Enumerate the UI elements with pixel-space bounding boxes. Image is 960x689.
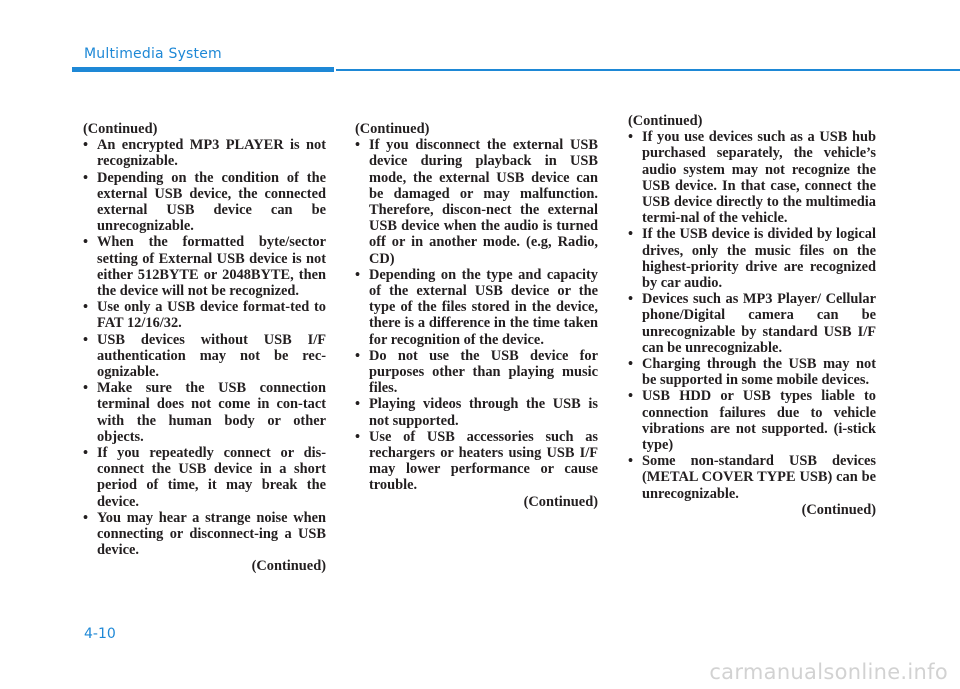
bullet-icon: • [83,169,89,186]
bullet-list [628,129,876,502]
list-item: • Playing videos through the USB is not supported. [355,396,598,429]
bullet-icon: • [628,453,634,470]
bullet-icon: • [83,137,89,154]
bullet-icon: • [355,137,361,154]
bullet-icon: • [355,347,361,364]
bullet-icon: • [355,428,361,445]
continued-footer: (Continued) [251,558,326,575]
header-title: Multimedia System [84,46,222,62]
bullet-icon: • [83,380,89,397]
bullet-icon: • [83,445,89,462]
continued-footer: (Continued) [523,493,598,510]
list-item: • Use only a USB device format-ted to FAT 12/16/32. [83,299,326,332]
bullet-icon: • [83,509,89,526]
list-item: • Some non-standard USB devices (METAL COVER TYPE USB) can be unrecognizable. [628,453,876,502]
list-item: • USB devices without USB I/F authentication may not be rec-ognizable. [83,331,326,381]
list-item: • If the USB device is divided by logical drives, only the music files on the highest-priority drive are recognized by car audio. [628,226,876,292]
bullet-icon: • [628,388,634,405]
bullet-list [355,137,598,493]
list-item: • Do not use the USB device for purposes other than playing music files. [355,347,598,397]
bullet-icon: • [83,234,89,251]
list-item: • An encrypted MP3 PLAYER is not recognizable. [83,137,326,170]
text-column-3 [628,113,876,518]
continued-footer: (Continued) [801,501,876,518]
bullet-icon: • [628,356,634,373]
watermark: carmanualsonline.info [709,660,948,684]
list-item: • Charging through the USB may not be supported in some mobile devices. [628,356,876,389]
list-item: • If you repeatedly connect or dis-connect the USB device in a short period of time, it may break the device. [83,445,326,510]
list-item: • When the formatted byte/sector setting of External USB device is not either 512BYTE or 2048BYTE, then the device will not be recognized. [83,234,326,300]
bullet-list [83,137,326,558]
header-rule-thin [336,69,960,71]
list-item: • USB HDD or USB types liable to connection failures due to vehicle vibrations are not supported. (i-stick type) [628,388,876,454]
list-item: • You may hear a strange noise when connecting or disconnect-ing a USB device. [83,509,326,559]
bullet-icon: • [83,299,89,316]
list-item: • Devices such as MP3 Player/ Cellular phone/Digital camera can be unrecognizable by standard USB I/F can be unrecognizable. [628,291,876,356]
continued-heading: (Continued) [628,113,703,129]
bullet-icon: • [355,396,361,413]
header-rule-thick [72,67,334,72]
bullet-icon: • [628,291,634,308]
bullet-icon: • [628,226,634,243]
continued-heading: (Continued) [83,121,158,137]
list-item: • Use of USB accessories such as rechargers or heaters using USB I/F may lower performance or cause trouble. [355,428,598,494]
bullet-icon: • [355,266,361,283]
list-item: • If you use devices such as a USB hub purchased separately, the vehicle’s audio system may not recognize the USB device. In that case, connect the USB device directly to the multimedia termi-nal of the vehicle. [628,129,876,227]
text-column-1 [83,121,326,575]
list-item: • Make sure the USB connection terminal does not come in con-tact with the human body or other objects. [83,380,326,445]
list-item: • Depending on the type and capacity of the external USB device or the type of the files stored in the device, there is a difference in the time taken for recognition of the device. [355,266,598,348]
list-item: • If you disconnect the external USB device during playback in USB mode, the external USB device can be damaged or may malfunction. Therefore, discon-nect the external USB device when the audio is turned off or in another mode. (e.g, Radio, CD) [355,137,598,267]
text-column-2 [355,121,598,510]
list-item: • Depending on the condition of the external USB device, the connected external USB device can be unrecognizable. [83,169,326,235]
bullet-icon: • [628,129,634,146]
page-number: 4-10 [84,626,116,642]
bullet-icon: • [83,331,89,348]
continued-heading: (Continued) [355,121,430,137]
